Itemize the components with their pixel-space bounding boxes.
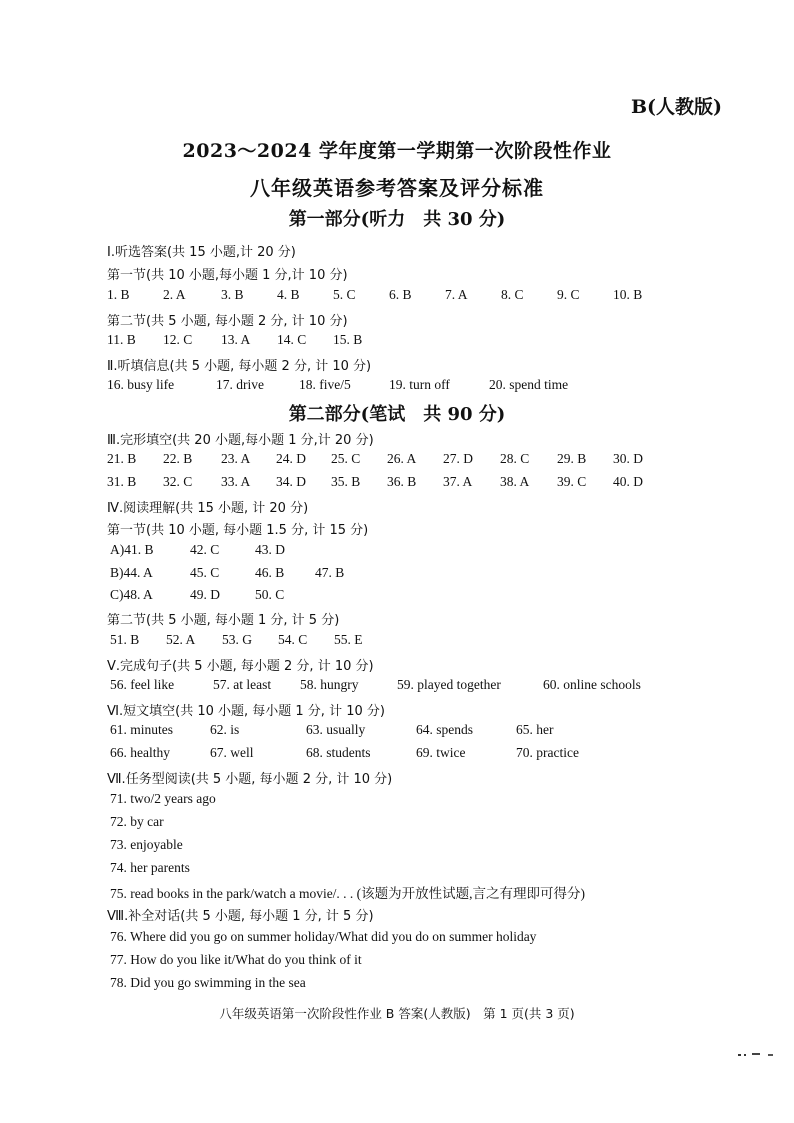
answer-row [110,722,596,738]
section2-heading: Ⅱ.听填信息(共 5 小题, 每小题 2 分, 计 10 分) [107,359,372,374]
answer-item: 73. enjoyable [110,837,183,852]
answer-item: 3. B [221,287,244,302]
answer-item: 72. by car [110,814,164,829]
answer-item: 38. A [500,474,530,489]
answer-item: 2. A [163,287,186,302]
answer-item: 13. A [221,332,251,347]
answer-item: 11. B [107,332,136,347]
answer-row [110,745,606,761]
answer-item: 27. D [443,451,473,466]
answer-item: 26. A [387,451,417,466]
edition-label: B(人教版) [630,96,722,118]
section3-heading: Ⅲ.完形填空(共 20 小题,每小题 1 分,计 20 分) [107,433,374,448]
answer-item: 4. B [277,287,300,302]
document-title: 2023～2024 学年度第一学期第一次阶段性作业 [182,140,612,162]
scan-specks-decoration [738,1052,778,1058]
answer-item: 52. A [166,632,196,647]
answer-item: 9. C [557,287,580,302]
answer-item: 49. D [190,587,220,602]
answer-item: C)48. A [110,587,153,602]
answer-item: 62. is [210,722,240,737]
part2-heading: 第二部分(笔试 共 90 分) [288,404,506,425]
answer-item: 18. five/5 [299,377,351,392]
answer-item: 69. twice [416,745,466,760]
answer-item: 45. C [190,565,220,580]
answer-item: 37. A [443,474,473,489]
answer-item: 36. B [387,474,417,489]
answer-item: A)41. B [110,542,154,557]
answer-row [107,377,599,393]
answer-item: 30. D [613,451,643,466]
answer-row [107,287,669,303]
answer-item: 25. C [331,451,361,466]
answer-item: 50. C [255,587,285,602]
section7-heading: Ⅶ.任务型阅读(共 5 小题, 每小题 2 分, 计 10 分) [107,772,393,787]
answer-item: 64. spends [416,722,473,737]
answer-item: 12. C [163,332,193,347]
answer-item: 56. feel like [110,677,175,692]
answer-row [110,542,315,558]
page-footer: 八年级英语第一次阶段性作业 B 答案(人教版) 第 1 页(共 3 页) [219,1006,575,1021]
answer-row [107,451,669,467]
answer-item: 21. B [107,451,137,466]
answer-item: 71. two/2 years ago [110,791,216,806]
answer-item: 42. C [190,542,220,557]
answer-item: 55. E [334,632,363,647]
answer-item: 33. A [221,474,251,489]
answer-item: 59. played together [397,677,501,692]
answer-item: 23. A [221,451,251,466]
answer-item: 40. D [613,474,643,489]
answer-item: 14. C [277,332,307,347]
part1-heading: 第一部分(听力 共 30 分) [288,209,506,230]
document-subtitle: 八年级英语参考答案及评分标准 [250,176,544,200]
section1-heading: Ⅰ.听选答案(共 15 小题,计 20 分) [107,245,296,260]
answer-item: 76. Where did you go on summer holiday/What did you do on summer holiday [110,929,537,944]
answer-item: 22. B [163,451,193,466]
answer-item: 67. well [210,745,254,760]
answer-item: 51. B [110,632,140,647]
answer-item: 19. turn off [389,377,450,392]
answer-item: 74. her parents [110,860,190,875]
answer-item: 57. at least [213,677,272,692]
answer-item: 77. How do you like it/What do you think of it [110,952,362,967]
answer-item: 46. B [255,565,285,580]
answer-item: 20. spend time [489,377,569,392]
answer-item: 24. D [276,451,306,466]
answer-item: 53. G [222,632,252,647]
answer-item: 32. C [163,474,193,489]
section4-heading: Ⅳ.阅读理解(共 15 小题, 计 20 分) [107,501,309,516]
answer-item: 31. B [107,474,137,489]
answer-row [110,632,390,648]
section1-sub2: 第二节(共 5 小题, 每小题 2 分, 计 10 分) [107,314,348,329]
answer-row [110,677,663,693]
answer-item: 68. students [306,745,371,760]
answer-item: 28. C [500,451,530,466]
answer-item: 39. C [557,474,587,489]
answer-item: 63. usually [306,722,366,737]
answer-item: 1. B [107,287,130,302]
answer-item: 35. B [331,474,361,489]
answer-item: 60. online schools [543,677,641,692]
answer-item: 43. D [255,542,285,557]
answer-item: 29. B [557,451,587,466]
answer-item: 54. C [278,632,308,647]
answer-item: 15. B [333,332,363,347]
section1-sub1: 第一节(共 10 小题,每小题 1 分,计 10 分) [107,268,348,283]
answer-item: 5. C [333,287,356,302]
answer-item: 66. healthy [110,745,170,760]
answer-item: 7. A [445,287,468,302]
answer-item: 47. B [315,565,345,580]
answer-item: 34. D [276,474,306,489]
answer-item: 10. B [613,287,643,302]
answer-item: 6. B [389,287,412,302]
section6-heading: Ⅵ.短文填空(共 10 小题, 每小题 1 分, 计 10 分) [107,704,385,719]
answer-item: 65. her [516,722,554,737]
answer-row [107,332,389,348]
answer-item: 78. Did you go swimming in the sea [110,975,306,990]
answer-item: 16. busy life [107,377,175,392]
answer-item: B)44. A [110,565,153,580]
answer-row [107,474,669,490]
answer-item: 17. drive [216,377,264,392]
section5-heading: Ⅴ.完成句子(共 5 小题, 每小题 2 分, 计 10 分) [107,659,374,674]
section8-heading: Ⅷ.补全对话(共 5 小题, 每小题 1 分, 计 5 分) [107,909,374,924]
section4-sub1: 第一节(共 10 小题, 每小题 1.5 分, 计 15 分) [107,523,369,538]
answer-item: 8. C [501,287,524,302]
answer-item: 61. minutes [110,722,173,737]
answer-row [110,565,375,581]
answer-item: 75. read books in the park/watch a movie/. . . (该题为开放性试题,言之有理即可得分) [110,886,586,901]
section4-sub2: 第二节(共 5 小题, 每小题 1 分, 计 5 分) [107,613,340,628]
answer-item: 58. hungry [300,677,359,692]
answer-item: 70. practice [516,745,579,760]
answer-row [110,587,315,603]
